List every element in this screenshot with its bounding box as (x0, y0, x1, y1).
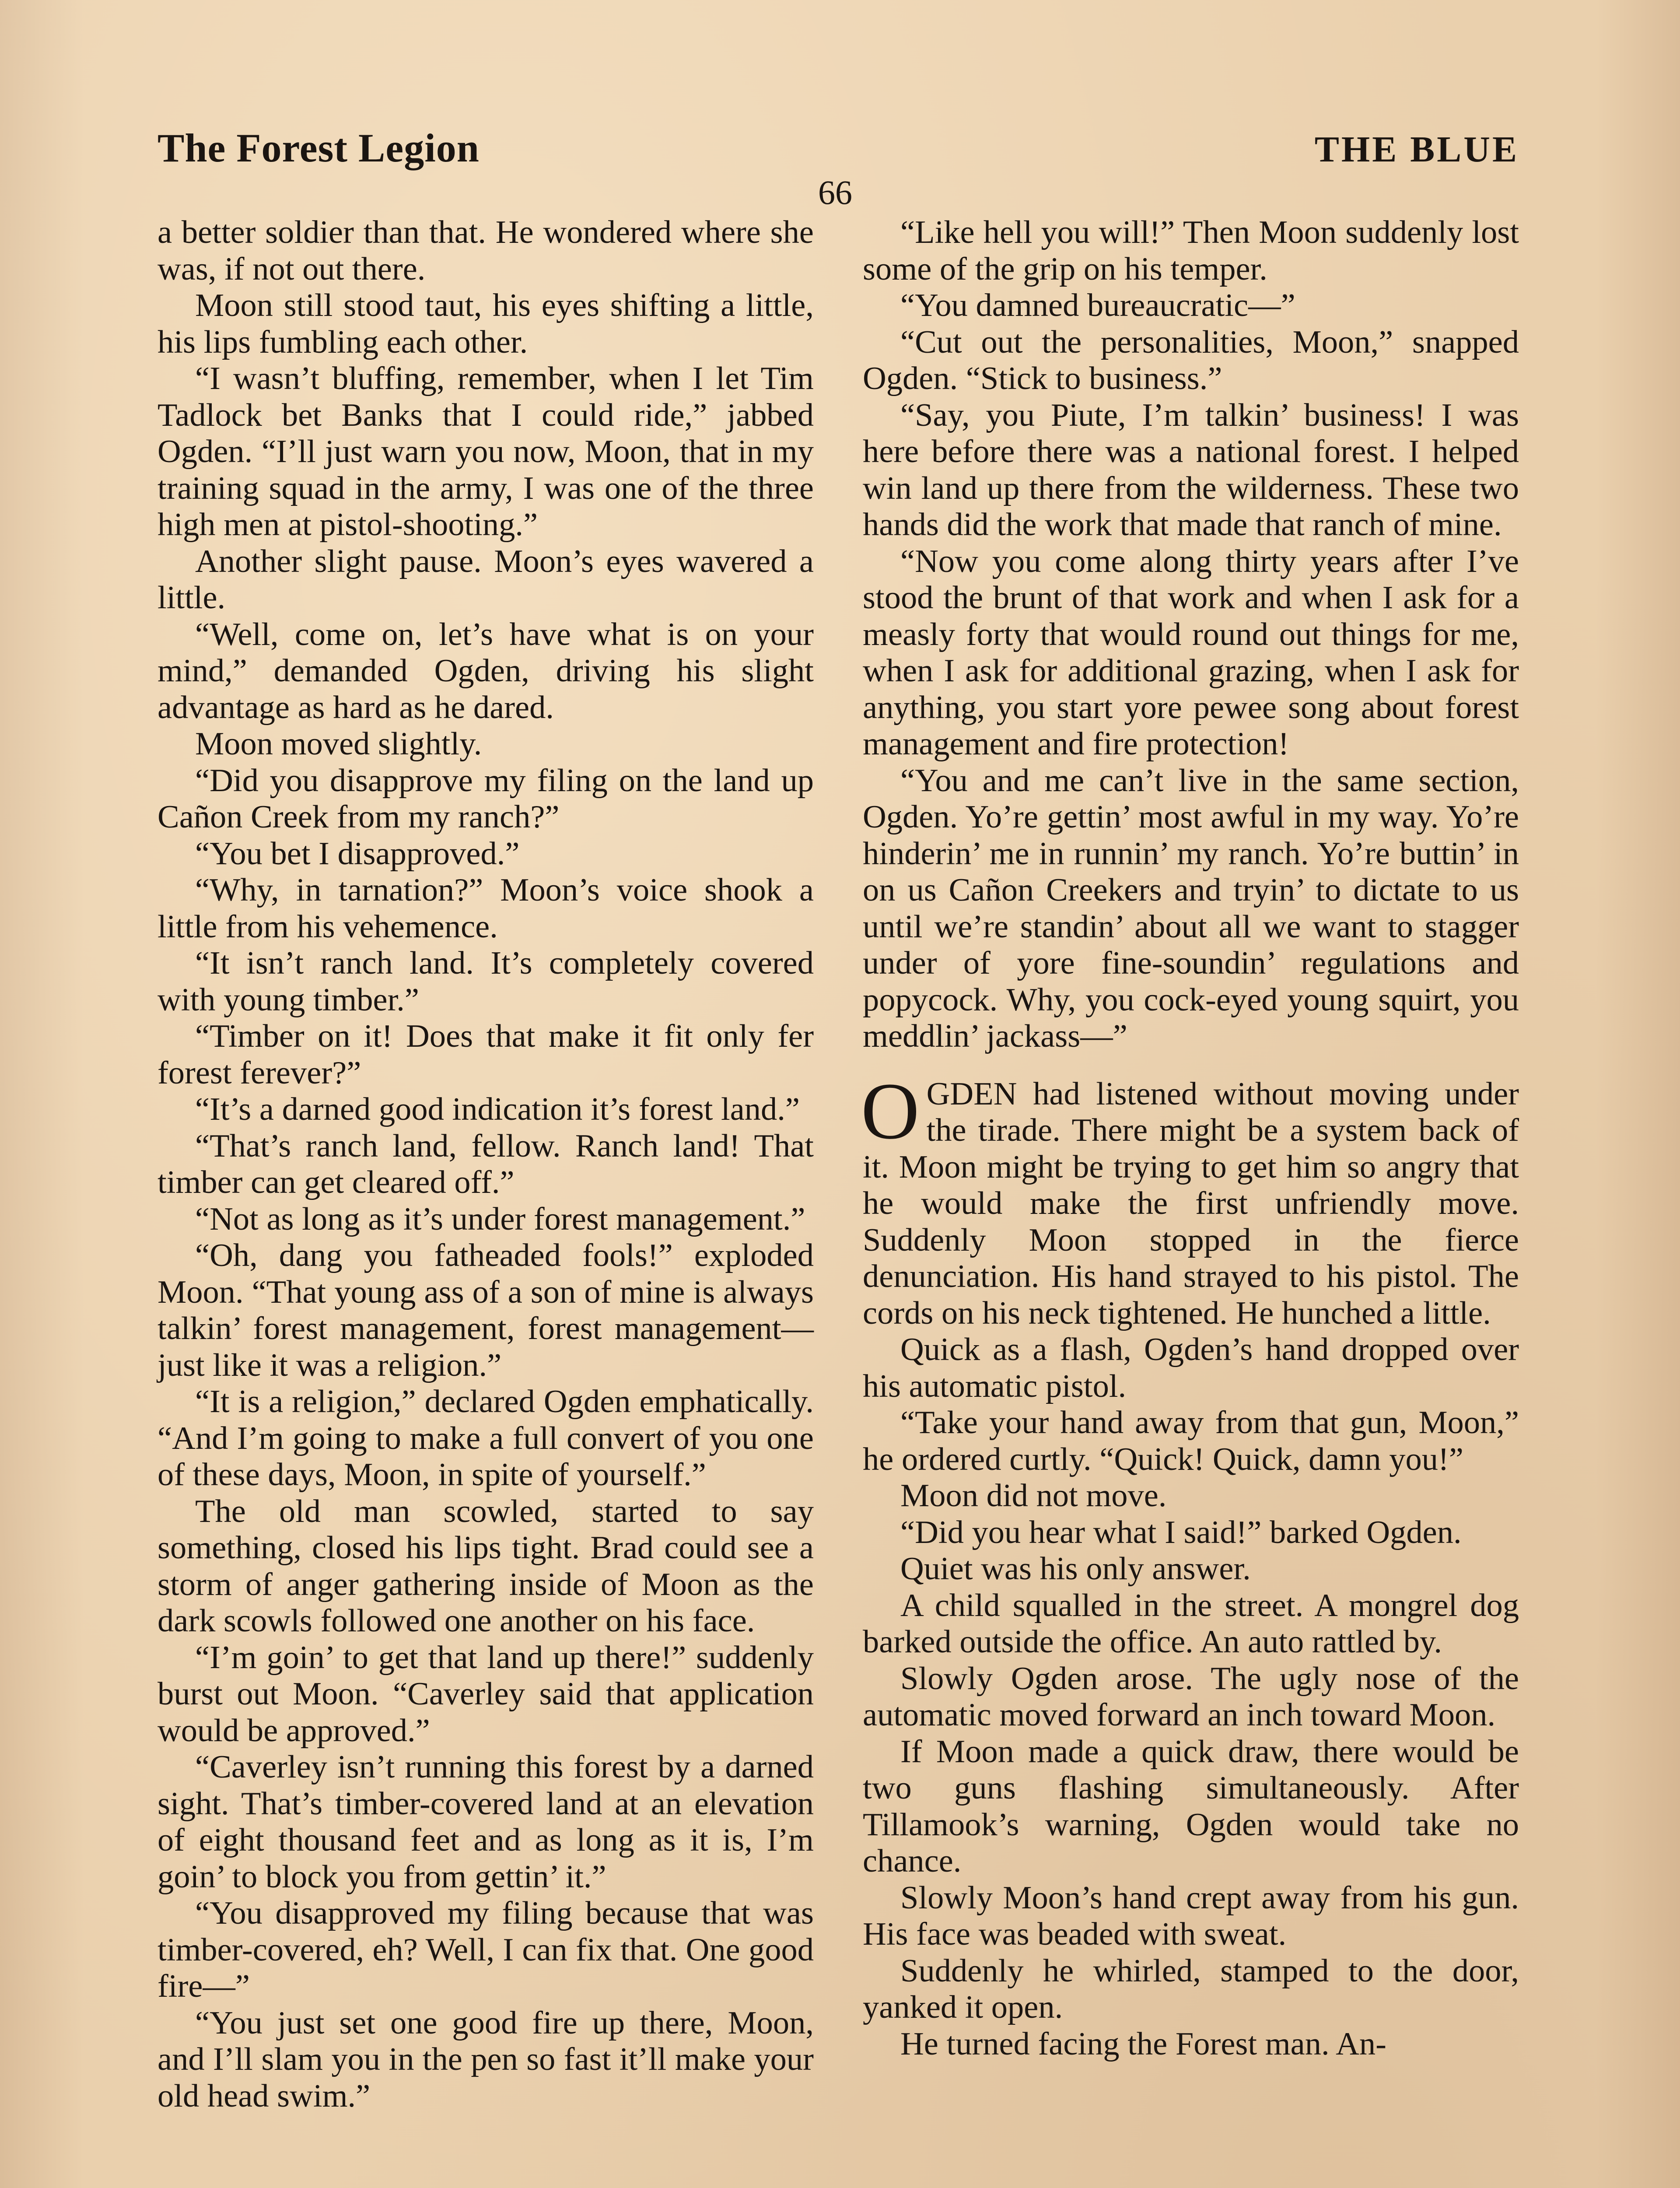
paragraph: “Did you disapprove my filing on the land up Cañon Creek from my ranch?” (158, 762, 814, 835)
paragraph: “Say, you Piute, I’m talkin’ business! I was here before there was a national forest. I helped win land up there from the wilderness. These two hands did the work that made that ranch of mine. (863, 397, 1519, 543)
paragraph: “That’s ranch land, fellow. Ranch land! That timber can get cleared off.” (158, 1128, 814, 1200)
paragraph: “Take your hand away from that gun, Moon,” he ordered curtly. “Quick! Quick, damn you!” (863, 1405, 1519, 1477)
right-text-column (863, 214, 1519, 2062)
paragraph: Suddenly he whirled, stamped to the door, yanked it open. (863, 1953, 1519, 2025)
paragraph: “You and me can’t live in the same section, Ogden. Yo’re gettin’ most awful in my way. Yo’re hinderin’ me in runnin’ my ranch. Yo’re buttin’ in on us Cañon Creekers and tryin’ to dictate to us until we’re standin’ about all we want to stagger under of yore fine-soundin’ regulations and popycock. Why, you cock-eyed young squirt, you meddlin’ jackass—” (863, 762, 1519, 1054)
running-section-title: THE BLUE (1314, 129, 1519, 170)
paragraph: “Well, come on, let’s have what is on your mind,” demanded Ogden, driving his slight advantage as hard as he dared. (158, 616, 814, 726)
paragraph: “You just set one good fire up there, Moon, and I’ll slam you in the pen so fast it’ll make your old head swim.” (158, 2005, 814, 2114)
drop-cap: O (861, 1066, 920, 1156)
section-text: had listened without moving under the tirade. There might be a system back of it. Moon might be trying to get him so angry that he would make the first unfriendly move. Suddenly Moon stopped in the fierce denunciation. His hand strayed to his pistol. The cords on his neck tightened. He hunched a little. (863, 1076, 1519, 1331)
paragraph: Quiet was his only answer. (900, 1551, 1251, 1587)
paragraph: Moon still stood taut, his eyes shifting a little, his lips fumbling each other. (158, 288, 814, 360)
paragraph: The old man scowled, started to say something, closed his lips tight. Brad could see a storm of anger gathering inside of Moon as the dark scowls followed one another on his face. (158, 1493, 814, 1639)
paragraph: Slowly Moon’s hand crept away from his gun. His face was beaded with sweat. (863, 1879, 1519, 1952)
paragraph: “I wasn’t bluffing, remember, when I let Tim Tadlock bet Banks that I could ride,” jabbed Ogden. “I’ll just warn you now, Moon, that in my training squad in the army, I was one of the three high men at pistol-shooting.” (158, 361, 814, 543)
running-title: The Forest Legion (158, 126, 480, 170)
paragraph: Moon moved slightly. (195, 726, 482, 762)
paragraph: “Timber on it! Does that make it fit only fer forest ferever?” (158, 1018, 814, 1091)
paragraph: He turned facing the Forest man. An- (900, 2026, 1386, 2062)
paragraph: If Moon made a quick draw, there would be two guns flashing simultaneously. After Tillamook’s warning, Ogden would take no chance. (863, 1733, 1519, 1879)
paragraph: “You bet I disapproved.” (195, 835, 520, 872)
left-text-column (158, 214, 814, 2114)
paragraph: Another slight pause. Moon’s eyes wavered a little. (158, 543, 814, 616)
paragraph: a better soldier than that. He wondered where she was, if not out there. (158, 214, 814, 287)
paragraph: “Oh, dang you fatheaded fools!” exploded Moon. “That young ass of a son of mine is always talkin’ forest management, forest management—just like it was a religion.” (158, 1238, 814, 1383)
small-caps-lead: GDEN (926, 1076, 1017, 1112)
paragraph: “It is a religion,” declared Ogden emphatically. “And I’m going to make a full convert of you one of these days, Moon, in spite of yourself.” (158, 1384, 814, 1493)
paragraph: “Why, in tarnation?” Moon’s voice shook a little from his vehemence. (158, 872, 814, 945)
paragraph: “Like hell you will!” Then Moon suddenly lost some of the grip on his temper. (863, 214, 1519, 287)
section-break-paragraph (861, 1066, 1519, 1332)
page-number: 66 (818, 173, 852, 211)
paragraph: “You disapproved my filing because that was timber-covered, eh? Well, I can fix that. One good fire—” (158, 1895, 814, 2004)
paragraph: “Did you hear what I said!” barked Ogden. (900, 1514, 1462, 1550)
paragraph: “I’m goin’ to get that land up there!” suddenly burst out Moon. “Caverley said that application would be approved.” (158, 1639, 814, 1749)
paragraph: “It’s a darned good indication it’s forest land.” (195, 1091, 800, 1127)
paragraph: “Not as long as it’s under forest management.” (195, 1201, 805, 1237)
paragraph: “Caverley isn’t running this forest by a darned sight. That’s timber-covered land at an elevation of eight thousand feet and as long as it is, I’m goin’ to block you from gettin’ it.” (158, 1749, 814, 1895)
paragraph: A child squalled in the street. A mongrel dog barked outside the office. An auto rattled by. (863, 1587, 1519, 1660)
paragraph: “You damned bureaucratic—” (900, 288, 1295, 323)
paragraph: Quick as a flash, Ogden’s hand dropped over his automatic pistol. (863, 1332, 1519, 1404)
paragraph: “It isn’t ranch land. It’s completely covered with young timber.” (158, 945, 814, 1018)
paragraph: “Now you come along thirty years after I’ve stood the brunt of that work and when I ask for a measly forty that would round out things for me, when I ask for additional grazing, when I ask for anything, you start yore pewee song about forest management and fire protection! (863, 543, 1519, 762)
paragraph: “Cut out the personalities, Moon,” snapped Ogden. “Stick to business.” (863, 324, 1519, 396)
paragraph: Moon did not move. (900, 1478, 1167, 1514)
paragraph: Slowly Ogden arose. The ugly nose of the automatic moved forward an inch toward Moon. (863, 1660, 1519, 1733)
